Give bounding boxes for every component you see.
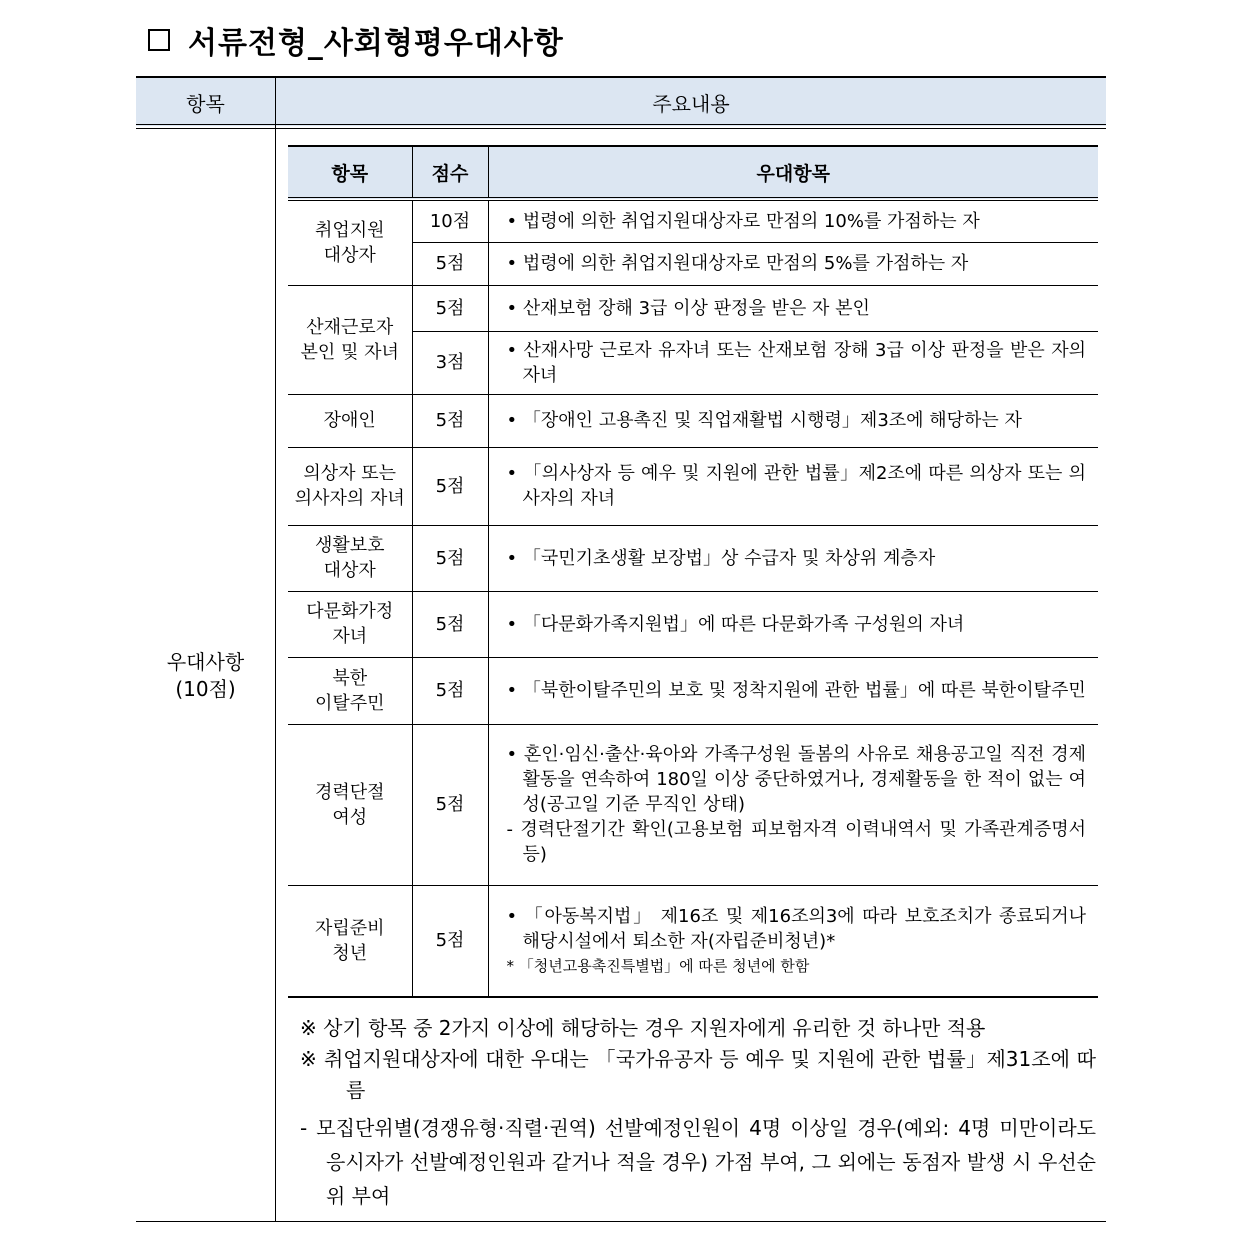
row-detail: • 산재사망 근로자 유자녀 또는 산재보험 장해 3급 이상 판정을 받은 자의 자녀: [488, 331, 1098, 394]
table-row: [288, 885, 1098, 997]
row-score: 5점: [412, 447, 488, 525]
row-item: 산재근로자 본인 및 자녀: [288, 285, 412, 394]
table-row: [288, 657, 1098, 724]
row-detail: • 「아동복지법」 제16조 및 제16조의3에 따라 보호조치가 종료되거나 해당시설에서 퇴소한 자(자립준비청년)* * 「청년고용촉진특별법」에 따른 청년에 한함: [488, 885, 1098, 997]
row-score: 3점: [412, 331, 488, 394]
row-detail: • 법령에 의한 취업지원대상자로 만점의 10%를 가점하는 자: [488, 199, 1098, 242]
row-detail: • 「국민기초생활 보장법」상 수급자 및 차상위 계층자: [488, 525, 1098, 591]
table-row: [288, 591, 1098, 657]
footnote-3: - 모집단위별(경쟁유형·직렬·권역) 선발예정인원이 4명 이상일 경우(예외: 4명 미만이라도 응시자가 선발예정인원과 같거나 적을 경우) 가점 부여, 그 외에는 동점자 발생 시 우선순위 부여: [300, 1116, 1096, 1208]
row-item: 다문화가정 자녀: [288, 591, 412, 657]
row-item: 의상자 또는 의사자의 자녀: [288, 447, 412, 525]
preference-table: [288, 145, 1098, 998]
outer-table-header: [136, 76, 1106, 126]
header-detail: 우대항목: [488, 146, 1098, 199]
table-row: [288, 447, 1098, 525]
table-row: [288, 724, 1098, 885]
footnote-1: ※ 상기 항목 중 2가지 이상에 해당하는 경우 지원자에게 유리한 것 하나만 적용: [300, 1016, 986, 1040]
row-detail: • 혼인·임신·출산·육아와 가족구성원 돌봄의 사유로 채용공고일 직전 경제활동을 연속하여 180일 이상 중단하였거나, 경제활동을 한 적이 없는 여성(공고일 기준 무직인 상태) - 경력단절기간 확인(고용보험 피보험자격 이력내역서 및 가족관계증명서 등): [488, 724, 1098, 885]
table-row: [288, 285, 1098, 331]
checkbox-icon: [148, 29, 170, 51]
row-detail: • 법령에 의한 취업지원대상자로 만점의 5%를 가점하는 자: [488, 242, 1098, 285]
row-item: 취업지원 대상자: [288, 199, 412, 285]
row-item: 장애인: [288, 394, 412, 447]
row-detail: • 「의사상자 등 예우 및 지원에 관한 법률」제2조에 따른 의상자 또는 의사자의 자녀: [488, 447, 1098, 525]
row-item: 생활보호 대상자: [288, 525, 412, 591]
outer-header-item: 항목: [186, 91, 225, 116]
row-detail: • 「다문화가족지원법」에 따른 다문화가족 구성원의 자녀: [488, 591, 1098, 657]
table-row: [288, 394, 1098, 447]
row-item: 경력단절 여성: [288, 724, 412, 885]
outer-row-label: [136, 129, 275, 1222]
row-score: 5점: [412, 285, 488, 331]
preference-table-header: [288, 146, 1098, 199]
row-item: 자립준비 청년: [288, 885, 412, 997]
row-detail: • 「장애인 고용촉진 및 직업재활법 시행령」제3조에 해당하는 자: [488, 394, 1098, 447]
row-score: 5점: [412, 885, 488, 997]
page-title: [148, 18, 564, 62]
header-score: 점수: [412, 146, 488, 199]
row-score: 5점: [412, 394, 488, 447]
row-score: 5점: [412, 657, 488, 724]
footnotes: [300, 1013, 1096, 1213]
footnote-2: ※ 취업지원대상자에 대한 우대는 「국가유공자 등 예우 및 지원에 관한 법률」제31조에 따름: [300, 1047, 1096, 1102]
row-score: 5점: [412, 724, 488, 885]
row-score: 5점: [412, 242, 488, 285]
row-detail: • 산재보험 장해 3급 이상 판정을 받은 자 본인: [488, 285, 1098, 331]
row-score: 10점: [412, 199, 488, 242]
row-detail-note: * 「청년고용촉진특별법」에 따른 청년에 한함: [506, 956, 810, 975]
table-row: [288, 525, 1098, 591]
header-item: 항목: [288, 146, 412, 199]
row-detail: • 「북한이탈주민의 보호 및 정착지원에 관한 법률」에 따른 북한이탈주민: [488, 657, 1098, 724]
row-detail-sub: - 경력단절기간 확인(고용보험 피보험자격 이력내역서 및 가족관계증명서 등): [506, 819, 1086, 865]
page-title-text: 서류전형_사회형평우대사항: [188, 26, 564, 61]
row-label-points: (10점): [175, 676, 236, 701]
row-score: 5점: [412, 591, 488, 657]
table-row: [288, 199, 1098, 242]
outer-header-content: 주요내용: [652, 91, 730, 116]
row-label: 우대사항: [166, 649, 245, 674]
row-item: 북한 이탈주민: [288, 657, 412, 724]
row-score: 5점: [412, 525, 488, 591]
